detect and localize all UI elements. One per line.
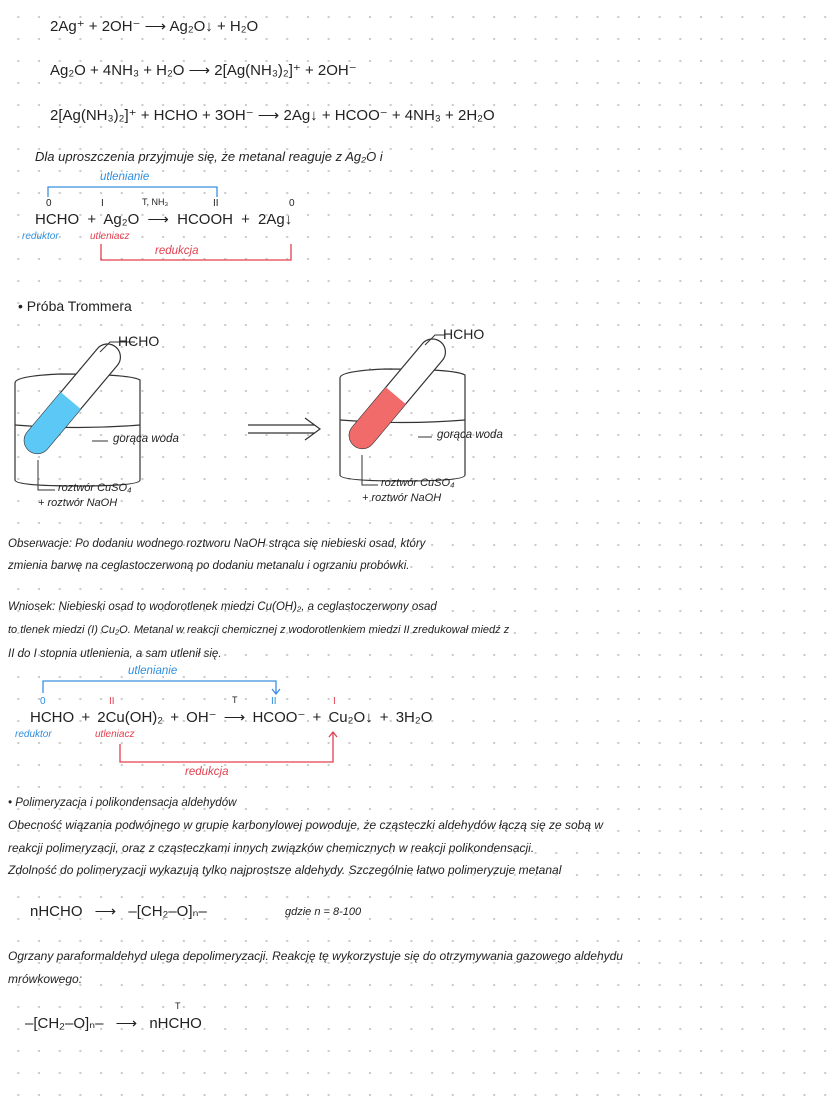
ox-state: 0: [40, 696, 46, 707]
ox-state: 0: [289, 198, 295, 209]
solution-label: roztwór CuSO₄: [58, 482, 132, 494]
oxidation-label-1: utlenianie: [100, 171, 150, 183]
ox-state: I: [101, 198, 104, 209]
test-tube-after: [344, 334, 451, 454]
ox-state: 0: [46, 198, 52, 209]
depolymerization-equation: ‒[CH₂‒O]ₙ‒ ⟶ nHCHO: [25, 1015, 202, 1032]
reduction-bracket-2: [120, 732, 337, 762]
polymer-note: gdzie n = 8-100: [285, 906, 362, 918]
conclusion-line: Wniosek: Niebieski osad to wodorotlenek miedzi Cu(OH)₂, a ceglastoczerwony osad: [8, 601, 437, 613]
reagent-label: HCHO: [118, 333, 160, 349]
reduction-label-1: redukcja: [155, 245, 199, 257]
equation-3: 2[Ag(NH₃)₂]⁺ + HCHO + 3OH⁻ ⟶ 2Ag↓ + HCOO⁻ + 4NH₃ + 2H₂O: [50, 107, 495, 124]
polymer-line: reakcji polimeryzacji, oraz z cząsteczkami innych związków chemicznych w reakcji polikondensacji.: [8, 841, 535, 855]
polymer-title: • Polimeryzacja i polikondensacja aldehydów: [8, 797, 237, 809]
redox-equation-2: HCHO + 2Cu(OH)₂ + OH⁻ ⟶ HCOO⁻ + Cu₂O↓ + 3H₂O: [30, 709, 433, 726]
solution-label: roztwór CuSO₄: [381, 477, 455, 489]
ox-state: II: [109, 696, 115, 707]
note-simplification: Dla uproszczenia przyjmuje się, że metanal reaguje z Ag₂O i: [35, 149, 383, 164]
oxidation-bracket-2: [43, 681, 280, 694]
oxidation-label-2: utlenianie: [128, 665, 178, 677]
conclusion-line: to tlenek miedzi (I) Cu₂O. Metanal w reakcji chemicznej z wodorotlenkiem miedzi II zredukował miedź z: [8, 624, 510, 636]
ox-state: II: [271, 696, 277, 707]
redox-equation-1: HCHO + Ag₂O ⟶ HCOOH + 2Ag↓: [35, 211, 293, 228]
equation-2: Ag₂O + 4NH₃ + H₂O ⟶ 2[Ag(NH₃)₂]⁺ + 2OH⁻: [50, 62, 357, 79]
oxidizer-label-2: utleniacz: [95, 729, 135, 740]
conclusion-line: II do I stopnia utlenienia, a sam utlenił się.: [8, 648, 222, 660]
water-label: gorąca woda: [113, 433, 179, 445]
test-tube-before: [19, 339, 126, 459]
oxidizer-label-1: utleniacz: [90, 231, 130, 242]
solution-label: + roztwór NaOH: [38, 497, 118, 509]
reduction-label-2: redukcja: [185, 766, 229, 778]
ox-state: I: [333, 696, 336, 707]
reducer-label-2: reduktor: [15, 729, 52, 740]
reducer-label-1: reduktor: [22, 231, 59, 242]
double-arrow-icon: [248, 418, 320, 440]
polymer-line: mrówkowego:: [8, 972, 83, 986]
conditions-1: T, NH₃: [142, 197, 169, 207]
trommer-title: • Próba Trommera: [18, 298, 132, 314]
polymer-line: Zdolność do polimeryzacji wykazują tylko najprostsze aldehydy. Szczególnie łatwo polimeryzuje metanal: [8, 863, 562, 877]
observations-line: Obserwacje: Po dodaniu wodnego roztworu NaOH strąca się niebieski osad, który: [8, 538, 426, 550]
observations-line: zmienia barwę na ceglastoczerwoną po dodaniu metanalu i ogrzaniu probówki.: [8, 560, 410, 572]
equation-1: 2Ag⁺ + 2OH⁻ ⟶ Ag₂O↓ + H₂O: [50, 18, 259, 35]
reagent-label: HCHO: [443, 326, 485, 342]
conditions-3: T: [175, 1001, 181, 1011]
solution-label: + roztwór NaOH: [362, 492, 442, 504]
polymerization-equation: nHCHO ⟶ ‒[CH₂‒O]ₙ‒: [30, 903, 207, 920]
ox-state: II: [213, 198, 219, 209]
conditions-2: T: [232, 695, 238, 705]
polymer-line: Ogrzany paraformaldehyd ulega depolimeryzacji. Reakcję tę wykorzystuje się do otrzymywania gazowego aldehydu: [8, 949, 623, 963]
polymer-line: Obecność wiązania podwójnego w grupie karbonylowej powoduje, że cząsteczki aldehydów łączą się ze sobą w: [8, 818, 604, 832]
water-label: gorąca woda: [437, 429, 503, 441]
oxidation-bracket-1: [48, 187, 217, 197]
